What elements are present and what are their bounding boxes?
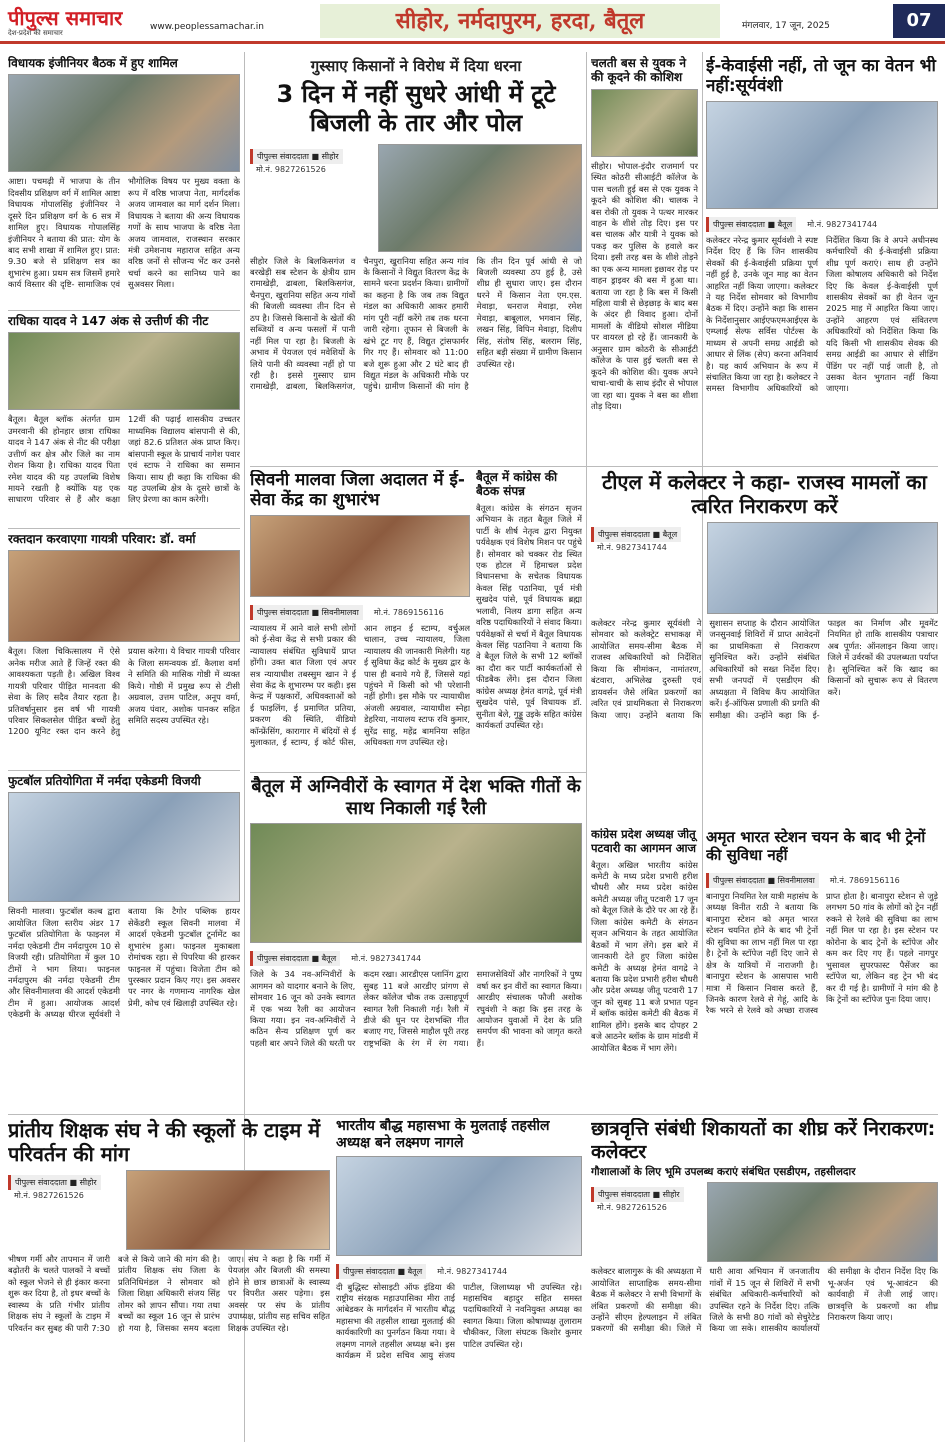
headline: बैतूल में अग्निवीरों के स्वागत में देश भक्ति गीतों के साथ निकाली गई रैली bbox=[251, 776, 581, 819]
story-buddhist-mahasabha bbox=[336, 1118, 582, 1440]
headline: ई-केवाईसी नहीं, तो जून का वेतन भी नहीं:सूर्यवंशी bbox=[706, 56, 936, 97]
byline: पीपुल्स संवाददाता ■ सिवनीमालवा bbox=[250, 605, 363, 620]
page-number: 07 bbox=[893, 4, 945, 38]
byline: पीपुल्स संवाददाता ■ बैतूल bbox=[591, 527, 681, 542]
story-photo bbox=[707, 1182, 938, 1262]
story-photo bbox=[126, 1170, 330, 1250]
story-e-seva-kendra bbox=[250, 470, 470, 770]
story-photo bbox=[250, 823, 582, 943]
story-body: न्यायालय में आने वाले सभी लोगों को ई-सेवा केंद्र से सभी प्रकार की न्यायालय संबंधित सुविधायें प्राप्त होंगी। उक्त बात जिला एवं अपर सत्र न्यायाधीश तबस्सुम खान ने ई सेवा केंद्र के शुभारम्भ पर कही। इस केन्द्र में पक्षकारों, अधिवक्ताओं को ई फाइलिंग, ई प्रमाणित प्रतिया, प्रकरण की स्थिति, वीडियो कॉन्फ्रेंसिंग, कारागार में बंदियों से ई मुलाकात, ई स्टाम्प, ई कोर्ट फीस, आन लाइन ई स्टाम्प, वर्चुअल चालान, उच्च न्यायालय, जिला न्यायालय की जानकारी मिलेगी। यह ई सुविधा केंद्र कोर्ट के मुख्य द्वार के पास ही बनाये गये हैं, जिससे यहां पहुंचने में किसी को भी परेशानी नहीं होगी। इस मौके पर न्यायाधीश अंजली अग्रवाल, न्यायाधीश स्नेहा डेहरिया, नायालय स्टाफ रवि कुमार, सुरेंद्र साहू, महेंद्र बामनिया सहित अधिवक्ता गण उपस्थित रहे। bbox=[250, 622, 470, 748]
headline: फुटबॉल प्रतियोगिता में नर्मदा एकेडमी विजयी bbox=[8, 774, 201, 788]
headline: बैतूल में कांग्रेस की बैठक संपन्न bbox=[476, 470, 558, 499]
story-divider bbox=[8, 1114, 938, 1115]
story-divider bbox=[8, 528, 240, 529]
headline: छात्रवृत्ति संबंधी शिकायतों का शीघ्र करें निराकरण: कलेक्टर bbox=[591, 1118, 936, 1163]
headline: टीएल में कलेक्टर ने कहा- राजस्व मामलों का त्वरित निराकरण करें bbox=[602, 470, 927, 518]
headline: 3 दिन में नहीं सुधरे आंधी में टूटे बिजली के तार और पोल bbox=[276, 80, 556, 137]
headline: रक्तदान करवाएगा गायत्री परिवार: डॉ. वर्मा bbox=[8, 532, 196, 546]
region-title: सीहोर, नर्मदापुरम, हरदा, बैतूल bbox=[320, 4, 720, 38]
headline: विधायक इंजीनियर बैठक में हुए शामिल bbox=[8, 56, 178, 70]
reporter-mobile: मो.नं. 9827341744 bbox=[351, 954, 422, 964]
headline: सिवनी मालवा जिला अदालत में ई-सेवा केंद्र का शुभारंभ bbox=[250, 470, 465, 511]
byline: पीपुल्स संवाददाता ■ बैतूल bbox=[250, 951, 340, 966]
reporter-mobile: मो.नं. 9827261526 bbox=[256, 164, 326, 174]
story-mla-meeting bbox=[8, 56, 240, 308]
newspaper-logo bbox=[8, 4, 122, 38]
story-photo bbox=[8, 332, 240, 410]
kicker: गुस्साए किसानों ने विरोध में दिया धरना bbox=[310, 57, 522, 75]
byline: पीपुल्स संवाददाता ■ सीहोर bbox=[250, 149, 343, 164]
story-photo bbox=[706, 101, 938, 209]
story-body: सीहोर जिले के बिलकिसगंज व बरखेड़ी सब स्टेशन के क्षेत्रीय ग्राम रामाखेड़ी, ढाबला, बिलकिसगंज, चैनपुरा, खुरानिया सहित अन्य गांवों की बिजली व्यवस्था तीन दिन से ठप है। जिससे किसानों के खेतों की सब्जियों व अन्य फसलों में पानी नहीं मिल पा रहा है। बिजली के अभाव में पेयजल एवं मवेशियों के लिये पानी की व्यवस्था नहीं हो पा रही है। इससे गुस्साए ग्राम रामाखेड़ी, ढाबला, बिलकिसगंज, चैनपुरा, खुरानिया सहित अन्य गांव के किसानों ने विद्युत वितरण केंद्र के सामने धरना प्रदर्शन किया। ग्रामीणों का कहना है कि जब तक विद्युत मंडल का अधिकारी आकर हमारी मांग पूरी नहीं करेंगे तब तक धरना जारी रहेगा। तूफान से बिजली के खंभे टूट गए हैं, विद्युत ट्रांसफार्मर गिर गए हैं। सोमवार को 11:00 बजे शुरू हुआ और 2 घंटे बाद ही विद्युत मंडल के अधिकारी मौके पर पहुंचे। ग्रामीण किसानों की मांग है कि तीन दिन पूर्व आंधी से जो बिजली व्यवस्था ठप हुई है, उसे शीघ्र ही सुधारा जाए। इस दौरान धरने में किसान नेता एम.एस. मेवाड़ा, धनराज मेवाड़ा, रमेश मेवाड़ा, बाबूलाल, भगवान सिंह, लखन सिंह, विपिन मेवाड़ा, दिलीप सिंह, संतोष सिंह, बलराम सिंह, सहित बड़ी संख्या में ग्रामीण किसान उपस्थित रहे। bbox=[250, 255, 582, 392]
byline: पीपुल्स संवाददाता ■ सिवनीमालवा bbox=[706, 873, 819, 888]
story-railway-station bbox=[706, 828, 938, 1110]
headline: चलती बस से युवक ने की कूदने की कोशिश bbox=[591, 56, 686, 85]
story-body: कलेक्टर नरेन्द्र कुमार सूर्यवंशी ने सोमवार को कलेक्ट्रेट सभाकक्ष में आयोजित समय-सीमा बैठक में राजस्व अधिकारियों को निर्देशित किया कि सीमांकन, नामांतरण, बंटवारा, अभिलेख दुरुस्ती एवं डायवर्सन जैसे लंबित प्रकरणों का त्वरित एवं प्राथमिकता से निराकरण किया जाए। उन्होंने बताया कि सुशासन सप्ताह के दौरान आयोजित जनसुनवाई शिविरों में प्राप्त आवेदनों का प्राथमिकता से निराकरण सुनिश्चित करें। उन्होंने संबंधित अधिकारियों को सख्त निर्देश दिए। सभी जनपदों में एसडीएम की अध्यक्षता में विविध कैंप आयोजित करें। ई-ऑफिस प्रणाली की प्रगति की समीक्षा की। उन्होंने कहा कि ई-फाइल का निर्माण और मूवमेंट नियमित हो ताकि शासकीय पत्राचार अब पूर्णत: ऑनलाइन किया जाए। जिले में उर्वरकों की उपलब्धता पर्याप्त है। सुनिश्चित करें कि खाद का किसानों को सुचारू रूप से वितरण करें। bbox=[591, 618, 938, 720]
masthead bbox=[0, 0, 945, 44]
story-teachers-union bbox=[8, 1118, 330, 1440]
reporter-mobile: मो.नं. 7869156116 bbox=[829, 876, 900, 885]
story-body: बैतूल। कांग्रेस के संगठन सृजन अभियान के तहत बैतूल जिले में पार्टी के शीर्ष नेतृत्व द्वारा नियुक्त पर्यवेक्षक एवं विशेष मिशन पर पहुंचे हैं। सोमवार को चक्कर रोड स्थित एक होटल में हिमाचल प्रदेश विधानसभा के सचेतक विधायक केवल सिंह पठानिया, पूर्व मंत्री सुखदेव पांसे, पूर्व विधायक ब्रह्मा भलावी, निलय डागा सहित अन्य वरिष्ठ पदाधिकारियों ने संवाद किया। पर्यवेक्षकों से चर्चा में बैतूल विधायक केवल सिंह पठानिया ने बताया कि वे बैतूल जिले के सभी 12 ब्लॉकों का दौरा कर पार्टी कार्यकर्ताओं से फीडबैक लेंगे। इस दौरान जिला कांग्रेस अध्यक्ष हेमंत वागद्रे, पूर्व मंत्री सुखदेव पांसे, पूर्व विधायक डॉ. सुनीता बेले, गुड्डू उइके सहित कांग्रेस कार्यकर्ता उपस्थित रहे। bbox=[476, 502, 582, 731]
logo-tagline: देश-प्रदेश की समाचार bbox=[8, 29, 63, 37]
headline: अमृत भारत स्टेशन चयन के बाद भी ट्रेनों की सुविधा नहीं bbox=[706, 828, 926, 864]
story-agniveer-rally bbox=[250, 776, 582, 1110]
headline: भारतीय बौद्ध महासभा के मुलताई तहसील अध्यक्ष बने लक्ष्मण नागले bbox=[336, 1118, 550, 1151]
story-blood-donation bbox=[8, 532, 240, 768]
story-body: भीषण गर्मी और तापमान में जारी बढ़ोतरी के चलते पालकों ने बच्चों को स्कूल भेजने से ही इंकार करना शुरू कर दिया है, तो इधर बच्चों के स्वास्थ्य के प्रति गंभीर प्रांतीय शिक्षक संघ ने स्कूलों के टाइम में परिवर्तन कर सुबह की पारी 7:30 बजे से किये जाने की मांग की है। प्रांतीय शिक्षक संघ जिला के प्रतिनिधिमंडल ने सोमवार को जिला शिक्षा अधिकारी संजय सिंह तोमर को ज्ञापन सौंपा। गया तथा बच्चों का स्कूल 16 जून से प्रारंभ हो गया है, जिसका समय बदला जाए। संघ ने कहा है कि गर्मी में पेयजल और बिजली की समस्या होने से छात्र छात्राओं के स्वास्थ्य पर विपरीत असर पड़ेगा। इस अवसर पर संघ के प्रांतीय उपाध्यक्ष, प्रांतीय सह सचिव सहित शिक्षक उपस्थित रहे। bbox=[8, 1254, 330, 1333]
headline: राधिका यादव ने 147 अंक से उत्तीर्ण की नीट bbox=[8, 314, 209, 328]
story-photo bbox=[707, 522, 938, 614]
story-neet-result bbox=[8, 314, 240, 526]
story-body: दी बुद्धिस्ट सोसाइटी ऑफ इंडिया की राष्ट्रीय संरक्षक महाउपासिका मीरा ताई आंबेडकर के मार्गदर्शन में भारतीय बौद्ध महासभा की तहसील शाखा मुलताई की कार्यकारिणी का पुनर्गठन किया गया। वे लक्ष्मण नागले तहसील अध्यक्ष बने। इस कार्यक्रम में प्रदेश सचिव आयु संजय पाटील, जिलाध्यक्ष भी उपस्थित रहे। महासचिव बहादुर सहित समस्त पदाधिकारियों ने नवनियुक्त अध्यक्ष का स्वागत किया। जिला कोषाध्यक्ष तुलाराम चौकीकर, जिला संघटक किशोर कुमार पाटिल उपस्थित रहे। bbox=[336, 1281, 582, 1361]
story-body: बैतूल। बैतूल ब्लॉक अंतर्गत ग्राम उमरवानी की होनहार छात्रा राधिका यादव ने 147 अंक से नीट की परीक्षा उत्तीर्ण कर क्षेत्र और जिले का नाम रोशन किया है। राधिका यादव पिता रमेश यादव की यह उपलब्धि विशेष मायने रखती है क्योंकि यह एक साधारण परिवार से हैं और कक्षा 12वीं की पढ़ाई शासकीय उच्चतर माध्यमिक विद्यालय बांसपानी से की, जहां 82.6 प्रतिशत अंक प्राप्त किए। बांसपानी स्कूल के प्राचार्य नागेश पवार एवं स्टाफ ने राधिका का सम्मान किया। साथ ही कहा कि राधिका की यह उपलब्धि क्षेत्र के दूसरे छात्रों के लिए प्रेरणा का काम करेगी। bbox=[8, 414, 240, 505]
headline: कांग्रेस प्रदेश अध्यक्ष जीतू पटवारी का आगमन आज bbox=[591, 828, 696, 855]
byline: पीपुल्स संवाददाता ■ बैतूल bbox=[706, 217, 796, 232]
byline: पीपुल्स संवाददाता ■ सीहोर bbox=[8, 1175, 101, 1190]
story-body: कलेक्टर बालागुरू के की अध्यक्षता में आयोजित साप्ताहिक समय-सीमा बैठक में कलेक्टर ने सभी विभागों के लंबित प्रकरणों की समीक्षा की। उन्होंने सीएम हेल्पलाइन में लंबित प्रकरणों की समीक्षा की। जिले में धारी आवा अभियान में जनजातीय गांवों में 15 जून से शिविरों में सभी संबंधित अधिकारी-कर्मचारियों को उपस्थित रहने के निर्देश दिए। तत्कि जिले के सभी 80 गांवों को सेचुरेटेड किया जा सके। शासकीय कार्यालयों की समीक्षा के दौरान निर्देश दिए कि भू-अर्जन एवं भू-आवंटन की कार्यवाही में तेजी लाई जाए। छात्रवृत्ति के प्रकरणों का शीघ्र निराकरण किया जाए। bbox=[591, 1266, 938, 1334]
story-body: बैतूल। अखिल भारतीय कांग्रेस कमेटी के मध्य प्रदेश प्रभारी हरीश चौधरी और मध्य प्रदेश कांग्रेस कमेटी अध्यक्ष जीतू पटवारी 17 जून को बैतूल जिले के दौरे पर आ रहे हैं। जिला कांग्रेस कमेटी के संगठन सृजन अभियान के तहत आयोजित बैठकों में भाग लेंगे। इस बारे में जानकारी देते हुए जिला कांग्रेस कमेटी के अध्यक्ष हेमंत वागद्रे ने बताया कि प्रदेश प्रभारी हरीश चौधरी और प्रदेश अध्यक्ष जीतू पटवारी 17 जून को सुबह 11 बजे प्रभात पट्टन में ब्लॉक कांग्रेस कमेटी की बैठक में शामिल होंगे। इसके बाद दोपहर 2 बजे आठनेर ब्लॉक के ग्राम मांडवी में आयोजित बैठक में भाग लेंगे। bbox=[591, 859, 698, 1053]
story-divider bbox=[8, 770, 240, 771]
story-revenue-cases bbox=[591, 470, 938, 824]
column-divider bbox=[586, 52, 587, 992]
story-photo bbox=[8, 792, 240, 902]
subheadline: गौशालाओं के लिए भूमि उपलब्ध कराएं संबंधित एसडीएम, तहसीलदार bbox=[591, 1165, 856, 1178]
story-football bbox=[8, 774, 240, 1112]
issue-date: मंगलवार, 17 जून, 2025 bbox=[742, 21, 830, 31]
story-body: बैतूल। जिला चिकित्सालय में ऐसे अनेक मरीज आते हैं जिन्हें रक्त की आवश्यकता पड़ती है। अखिल विश्व गायत्री परिवार पीड़ित मानवता की सेवा के लिए सदैव तैयार रहता है। प्रतिवर्षानुसार इस वर्ष भी गायत्री परिवार सिकलसेल पीड़ित बच्चों हेतु 1200 यूनिट रक्त दान करने हेतु प्रयास करेगा। ये विचार गायत्री परिवार के जिला समन्वयक डॉ. कैलाश वर्मा ने समिति की मासिक गोष्ठी में व्यक्त किये। गोष्ठी में प्रमुख रूप से टीसी अग्रवाल, उत्तम पाटिल, अनूप वर्मा, अजय पंवार, अशोक पानकर सहित समिति सदस्य उपस्थित रहे। bbox=[8, 646, 240, 737]
logo-text: पीपुल्स समाचार bbox=[8, 6, 123, 30]
story-body: आष्टा। पचमढ़ी में भाजपा के तीन दिवसीय प्रशिक्षण वर्ग में शामिल आष्टा विधायक गोपालसिंह इंजीनियर ने दूसरे दिन प्रशिक्षण वर्ग के 6 सत्र में शामिल हुए। विधायक गोपालसिंह इंजीनियर ने बताया की प्रात: योग के बाद सभी शाखा में शामिल हुए। प्रात: 9.30 बजे से प्रशिक्षण सत्र का शुभारंभ हुआ। प्रथम सत्र जिसमें हमारे कार्य विस्तार की दृष्टि- सामाजिक एवं भौगोलिक विषय पर मुख्य वक्ता के रूप में वरिष्ठ भाजपा नेता, मार्गदर्शक अजय जामवाल का मार्ग दर्शन मिला। विधायक ने बताया की अन्य विधायक गणों के साथ भाजपा के वरिष्ठ नेता अजय जामवाल, राजस्थान सरकार मंत्री उमेशनाथ महाराज सहित अन्य वरिष्ठ जनों से सौजन्य भेंट कर उनसे चर्चा करने का सानिध्य पाने का सुअवसर मिला। bbox=[8, 176, 240, 290]
story-body: बानापुरा नियमित रेल यात्री महासंघ के अध्यक्ष विनीत राठी ने बताया कि बानापुरा स्टेशन को अमृत भारत स्टेशन चयनित होने के बाद भी ट्रेनों की सुविधा का लाभ नहीं मिल पा रहा है। ट्रेनों के स्टॉपेज नहीं दिए जाने से क्षेत्र के यात्रियों में नाराजगी है। बानापुरा स्टेशन के आसपास भारी मात्रा में किसान निवास करते हैं, जिनके कारण रेलवे से गेहूं, आदि के रैक भरने से रेलवे को अच्छा राजस्व प्राप्त होता है। बानापुरा स्टेशन से जुड़े लगभग 50 गांव के लोगों को ट्रेन नहीं रुकने से रेलवे की सुविधा का लाभ नहीं मिल पा रहा है। इस स्टेशन पर कोरोना के बाद ट्रेनों के स्टॉपेज और कम कर दिए गए हैं। पहले नागपुर भुसावल सुपरफास्ट पैसेंजर का स्टॉपेज था, लेकिन वह ट्रेन भी बंद कर दी गई है। ग्रामीणों ने मांग की है कि ट्रेनों का स्टॉपेज पुनः दिया जाए। bbox=[706, 891, 938, 1016]
story-photo bbox=[250, 515, 470, 597]
reporter-mobile: मो.नं. 9827341744 bbox=[807, 219, 878, 229]
story-body: सिवनी मालवा। फुटबॉल कल्ब द्वारा आयोजित जिला स्तरीय अंडर 17 फुटबॉल प्रतियोगिता के फाइनल में नर्मदा एकेडमी टीम नर्मदापुरम 10 से विजयी रही। प्रतियोगिता में कुल 10 टीमों ने भाग लिया। फाइनल नर्मदापुरम की नर्मदा एकेडमी टीम और सिवनीमालवा की आदर्श एकेडमी टीम में हुआ। आयोजक आदर्श एकेडमी के अध्यक्ष धीरज सूर्यवंशी ने बताया कि टैगोर पब्लिक हायर सेकेंडरी स्कूल सिवनी मालवा में आदर्श एकेडमी फुटबॉल टूर्नामेंट का शुभारंभ हुआ। फाइनल मुकाबला रोमांचक रहा। से पिपरिया की हारकर फाइनल में पहुंचा। विजेता टीम को पुरस्कार प्रदान किए गए। इस अवसर पर नगर के गणमान्य नागरिक खेल प्रेमी, कोच एवं खिलाड़ी उपस्थित रहे। bbox=[8, 906, 240, 1020]
story-body: जिले के 34 नव-अग्निवीरों के आगमन को यादगार बनाने के लिए, सोमवार 16 जून को उनके स्वागत में एक भव्य रैली का आयोजन किया गया। इन नव-अग्निवीरों ने कठिन सैन्य प्रशिक्षण पूर्ण कर पहली बार अपने जिले की धरती पर कदम रखा। आरडीएस प्लानिंग द्वारा सुबह 11 बजे आरडीए प्रांगण से लेकर कॉलेज चौक तक उत्साहपूर्ण स्वागत रैली निकाली गई। रैली में डीजे की धुन पर देशभक्ति गीत बजाए गए, जिससे माहौल पूरी तरह राष्ट्रभक्ति के रंग में रंग गया। समाजसेवियों और नागरिकों ने पुष्प वर्षा कर इन वीरों का स्वागत किया। आरडीए संचालक फौजी अशोक रघुवंशी ने कहा कि इस तरह के आयोजन युवाओं में देश के प्रति समर्पण की भावना को जागृत करते हैं। bbox=[250, 969, 582, 1048]
story-patwari-visit bbox=[591, 828, 698, 1110]
story-photo bbox=[8, 550, 240, 642]
story-divider bbox=[250, 466, 938, 467]
reporter-mobile: मो.नं. 7869156116 bbox=[373, 607, 444, 617]
story-photo bbox=[8, 74, 240, 172]
story-photo bbox=[591, 89, 698, 157]
story-divider bbox=[250, 772, 586, 773]
reporter-mobile: मो.नं. 9827341744 bbox=[597, 543, 667, 552]
story-photo bbox=[336, 1156, 582, 1256]
byline: पीपुल्स संवाददाता ■ सीहोर bbox=[591, 1187, 684, 1202]
story-bus-incident bbox=[591, 56, 698, 464]
website-url[interactable]: www.peoplessamachar.in bbox=[150, 22, 264, 32]
reporter-mobile: मो.नं. 9827261526 bbox=[14, 1191, 84, 1200]
byline: पीपुल्स संवाददाता ■ बैतूल bbox=[336, 1264, 426, 1279]
story-photo bbox=[378, 144, 582, 252]
story-congress-meeting bbox=[476, 470, 582, 770]
headline: प्रांतीय शिक्षक संघ ने की स्कूलों के टाइम में परिवर्तन की मांग bbox=[8, 1118, 321, 1166]
story-divider bbox=[8, 310, 240, 311]
story-body: कलेक्टर नरेन्द्र कुमार सूर्यवंशी ने स्पष्ट निर्देश दिए हैं कि जिन शासकीय सेवकों की ई-केवाईसी प्रक्रिया पूर्ण नहीं हुई है, उनके जून माह का वेतन आहरित नहीं किया जाएगा। कलेक्टर ने यह निर्देश सोमवार को विभागीय बैठक में दिए। उन्होंने कहा कि शासन के निर्देशानुसार आईएफएमआईएस के एम्प्लाई सेल्फ सर्विस पोर्टल्स के माध्यम से अपनी समग्र आईडी को आधार से लिंक (सेप) करना अनिवार्य है। यह कार्य अभियान के रूप में संचालित किया जा रहा है। कलेक्टर ने समस्त विभागीय अधिकारियों को निर्देशित किया कि वे अपने अधीनस्थ कर्मचारियों की ई-केवाईसी प्रक्रिया शीघ्र पूर्ण कराएं। साथ ही उन्होंने जिला कोषालय अधिकारी को निर्देश दिए कि केवल ई-केवाईसी पूर्ण शासकीय सेवकों का ही वेतन जून 2025 माह में आहरित किया जाए। उन्होंने आहरण एवं संवितरण अधिकारियों को निर्देशित किया कि यदि किसी भी शासकीय सेवक की समग्र आईडी का आधार से सीडिंग पेंडिंग पर नहीं पाई जाती है, तो उसका वेतन भुगतान नहीं किया जाएगा। bbox=[706, 234, 938, 394]
story-body: सीहोर। भोपाल-इंदौर राजमार्ग पर स्थित कोठरी सीआईटी कॉलेज के पास चलती हुई बस से एक युवक ने कूदने की कोशिश की। चालक ने बस रोकी तो युवक ने पत्थर मारकर वाहन के शीशे तोड़ दिए। इस पर बस चालक और यात्री ने युवक को पकड़ कर पुलिस के हवाले कर दिया। इसी तरह बस के शीशे तोड़ने का एक अन्य मामला इछावर रोड़ पर वाहन ड्राइवर की बस में हुआ था। बताया जा रहा है कि बस में किसी महिला यात्री से छेड़छाड़ के बाद बस के अंदर ही विवाद हुआ। दोनों मामलों के वीडियो सोशल मीडिया पर वायरल हो रहे हैं। जानकारी के अनुसार ग्राम कोठरी के सीआईटी कॉलेज के पास हुई चलती बस से कूदने की कोशिश की। युवक अपने चाचा-चाची के साथ इंदौर से भोपाल जा रहा था। युवक ने बस का शीशा तोड़ दिया। bbox=[591, 160, 698, 411]
story-ekyc-salary bbox=[706, 56, 938, 464]
story-scholarship-complaints bbox=[591, 1118, 938, 1440]
reporter-mobile: मो.नं. 9827261526 bbox=[597, 1203, 667, 1213]
story-farmers-protest bbox=[250, 56, 582, 464]
reporter-mobile: मो.नं. 9827341744 bbox=[437, 1266, 508, 1276]
